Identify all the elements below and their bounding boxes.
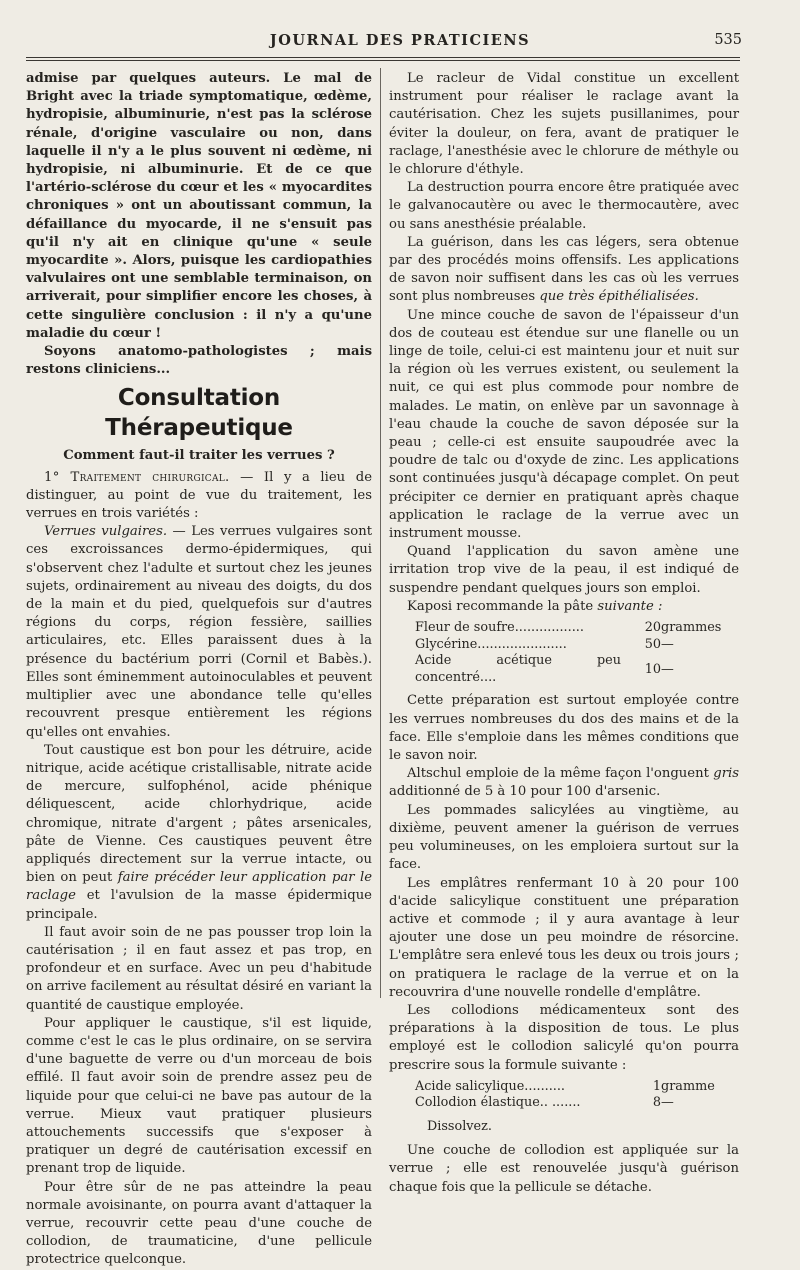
atteindre-paragraph: Pour être sûr de ne pas atteindre la peau normale avoisinante, on pourra avant d'attaquer la verrue, recouvrir cette peau d'une couche de collodion, de traumaticine, d'une pellicule protectrice quelconque. [26, 1179, 372, 1268]
formula-row [415, 1079, 715, 1096]
section-title: Consultation Thérapeutique [105, 385, 293, 442]
guerison-italic: que très épithélialisées. [539, 289, 699, 305]
column-separator [380, 68, 381, 998]
collodions-paragraph: Les collodions médicamenteux sont des préparations à la disposition de tous. Le plus employé est le collodion salicylé qu'on pourra prescrire sous la formule suivante : [389, 1002, 739, 1073]
racleur-paragraph: Le racleur de Vidal constitue un excellent instrument pour réaliser le raclage avant la cautérisation. Chez les sujets pusillanimes, pour éviter la douleur, on fera, avant de pratiquer le raclage, l'anesthésie avec le chlorure de méthyle ou le chlorure d'éthyle. [389, 71, 739, 178]
formula-unit: — [661, 1095, 674, 1111]
guerison-text: La guérison, dans les cas légers, sera obtenue par des procédés moins offensifs. Les applications de savon noir suffisent dans les cas où les verrues sont plus nombreuses [389, 234, 739, 305]
page-header [0, 32, 800, 54]
altschul-italic: gris [713, 766, 739, 782]
formula-ingredient: Acide acétique peu concentré.... [415, 653, 621, 685]
formula-ingredient: Glycérine...................... [415, 636, 567, 652]
pommades-paragraph: Les pommades salicylées au vingtième, au dixième, peuvent amener la guérison de verrues peu volumineuses, on les emploiera surtout sur la face. [389, 802, 739, 873]
caustique-paragraph [26, 742, 372, 924]
journal-title: JOURNAL DES PRATICIENS [269, 32, 531, 49]
page-number: 535 [714, 32, 742, 48]
formula-quantity: 50 [644, 636, 661, 652]
guerison-paragraph [389, 234, 739, 307]
altschul-paragraph [389, 765, 739, 801]
caustique-text-a: Tout caustique est bon pour les détruire, acide nitrique, acide acétique cristallisable, nitrate acide de mercure, sulfophénol, acide phénique déliquescent, acide chlorhydrique, acide chromique, nitrate d'argent ; pâtes arsenicales, pâte de Vienne. Ces caustiques peuvent être appliqués directement sur la verrue intacte, ou bien on peut [26, 742, 372, 886]
formula-row [415, 653, 721, 686]
formula-unit: gramme [661, 1078, 715, 1094]
intro-paragraph: admise par quelques auteurs. Le mal de Bright avec la triade symptomatique, œdème, hydropisie, albuminurie, n'est pas la sclérose rénale, d'origine vasculaire ou non, dans laquelle il n'y a le plus souvent ni œdème, ni hydropisie, ni albuminurie. Et de ce que l'artério-sclérose du cœur et les « myocardites chroniques » ont un aboutissant commun, la défaillance du myocarde, il ne s'ensuit pas qu'il n'y ait en clinique qu'une « seule myocardite ». Alors, puisque les cardiopathies valvulaires ont une semblable terminaison, on arriverait, pour simplifier encore les choses, à cette singulière conclusion : il n'y a qu'une maladie du cœur ! [26, 71, 372, 341]
dissolvez-instruction: Dissolvez. [427, 1118, 492, 1134]
savon-paragraph: Une mince couche de savon de l'épaisseur d'un dos de couteau est étendue sur une flanelle ou un linge de toile, celui-ci est maintenu jour et nuit sur la région où les verrues existent, ou seulement la nuit, ce qui est plus commode pour nombre de malades. Le matin, on enlève par un savonnage à l'eau chaude la couche de savon déposée sur la peau ; celle-ci est ensuite saupoudrée avec la poudre de talc ou d'oxyde de zinc. Les applications sont continuées jusqu'à décapage complet. On peut précipiter ce dernier en pratiquant après chaque application le raclage de la verrue avec un instrument mousse. [389, 307, 739, 542]
formula-row [415, 620, 721, 637]
formula-unit: — [661, 636, 674, 652]
formula-ingredient: Fleur de soufre................. [415, 620, 584, 636]
formula-quantity: 10 [644, 661, 661, 677]
kaposi-text: Kaposi recommande la pâte [407, 598, 598, 614]
traitement-paragraph [26, 469, 372, 524]
section-subtitle: Comment faut-il traiter les verrues ? [63, 448, 335, 464]
verrues-label: Verrues vulgaires. [44, 524, 168, 540]
final-paragraph: Une couche de collodion est appliquée sur la verrue ; elle est renouvelée jusqu'à guérison chaque fois que la pellicule se détache. [389, 1143, 739, 1195]
verrues-paragraph [26, 523, 372, 741]
cauterisation-paragraph: Il faut avoir soin de ne pas pousser trop loin la cautérisation ; il en faut assez et pas trop, en profondeur et en surface. Avec un peu d'habitude on arrive facilement au résultat désiré en variant la quantité de caustique employée. [26, 924, 372, 1013]
left-column [26, 70, 372, 1270]
traitement-text: — Il y a lieu de distinguer, au point de vue du traitement, les verrues en trois variétés : [26, 469, 372, 522]
formula-quantity: 20 [644, 620, 661, 636]
altschul-text-b: additionné de 5 à 10 pour 100 d'arsenic. [389, 784, 661, 800]
caustique-italic: faire précéder leur application par le raclage [26, 870, 372, 904]
caustique-text-b: et l'avulsion de la masse épidermique principale. [26, 888, 372, 922]
preparation-paragraph: Cette préparation est surtout employée contre les verrues nombreuses du dos des mains et de la face. Elle s'emploie dans les mêmes conditions que le savon noir. [389, 693, 739, 764]
closing-paragraph: Soyons anatomo-pathologistes ; mais restons cliniciens... [26, 344, 372, 378]
kaposi-italic: suivante : [597, 598, 663, 614]
irritation-paragraph: Quand l'application du savon amène une irritation trop vive de la peau, il est indiqué de suspendre pendant quelques jours son emploi. [389, 544, 739, 596]
formula-quantity: 8 [652, 1095, 661, 1111]
formula-row [415, 1095, 715, 1112]
destruction-paragraph: La destruction pourra encore être pratiquée avec le galvanocautère ou avec le thermocautère, avec ou sans anesthésie préalable. [389, 180, 739, 232]
kaposi-line [389, 598, 739, 616]
altschul-text: Altschul emploie de la même façon l'onguent [407, 766, 714, 782]
formula-ingredient: Collodion élastique.. ....... [415, 1095, 581, 1111]
formula-row [415, 637, 721, 654]
traitement-label: 1° Traitement chirurgical. [44, 469, 230, 485]
verrues-text: — Les verrues vulgaires sont ces excroissances dermo-épidermiques, qui s'observent chez l'adulte et surtout chez les jeunes sujets, ordinairement au niveau des doigts, du dos de la main et du pied, quelquefois sur d'autres régions du corps, région fessière, saillies articulaires, etc. Elles paraissent dues à la présence du bactérium porri (Cornil et Babès.). Elles sont éminemment autoinoculables et peuvent multiplier avec une abondance telle qu'elles recouvrent presque entièrement les régions qu'elles ont envahies. [26, 524, 373, 740]
formula-table-pate [415, 620, 721, 686]
formula-quantity: 1 [652, 1078, 661, 1094]
header-rule-thin [26, 60, 740, 61]
formula-ingredient: Acide salicylique.......... [415, 1078, 565, 1094]
formula-unit: — [661, 661, 674, 677]
formula-table-collodion [415, 1079, 715, 1112]
header-rule [26, 57, 740, 58]
formula-unit: grammes [661, 620, 722, 636]
emplatres-paragraph: Les emplâtres renfermant 10 à 20 pour 100 d'acide salicylique constituent une préparation active et commode ; il y aura avantage à leur ajouter une dose un peu moindre de résorcine. L'emplâtre sera enlevé tous les deux ou trois jours ; on pratiquera le raclage de la verrue et on la recouvrira d'une nouvelle rondelle d'emplâtre. [389, 875, 739, 1000]
right-column [389, 70, 739, 1197]
appliquer-paragraph: Pour appliquer le caustique, s'il est liquide, comme c'est le cas le plus ordinaire, on se servira d'une baguette de verre ou d'un morceau de bois effilé. Il faut avoir soin de prendre assez peu de liquide pour que celui-ci ne bave pas autour de la verrue. Mieux vaut pratiquer plusieurs attouchements successifs que s'exposer à pratiquer un degré de cautérisation excessif en prenant trop de liquide. [26, 1015, 372, 1177]
